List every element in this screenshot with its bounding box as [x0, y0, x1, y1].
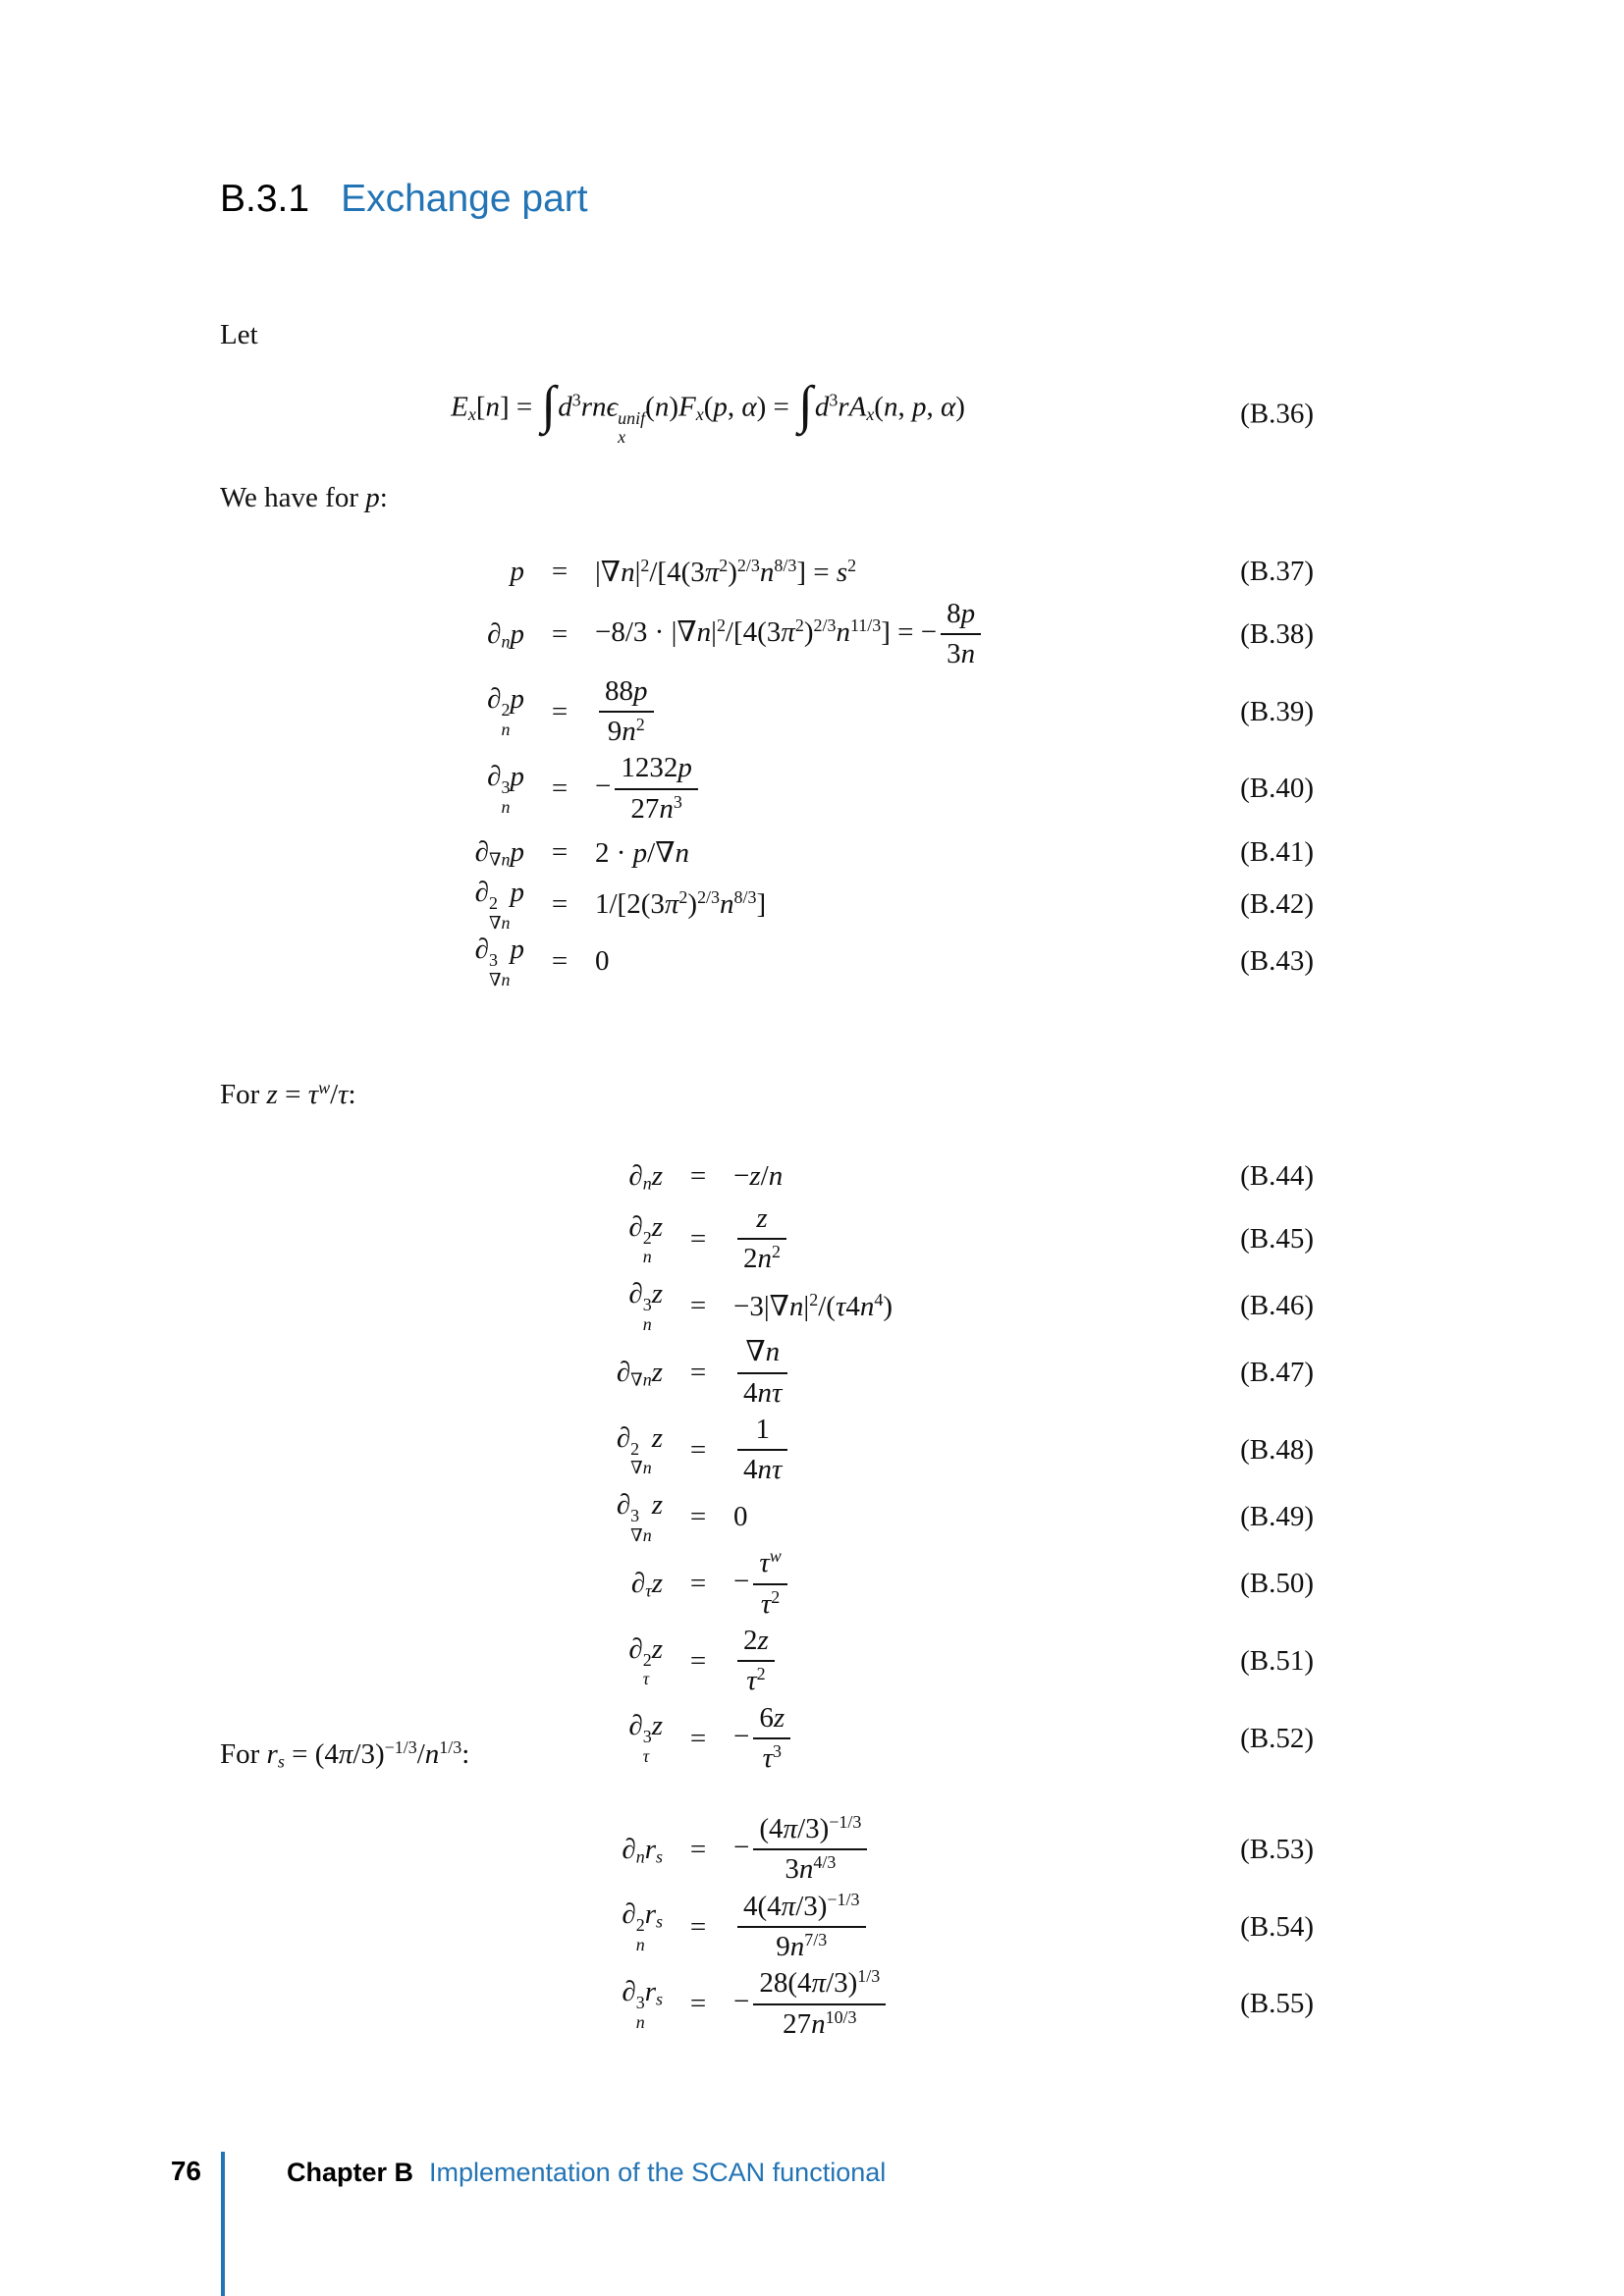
- intro-for-z: For $z = \tau^w/\tau$:: [220, 1078, 356, 1110]
- equation-body: $E_x[n] = \int d^3rn\epsilon$ unif x $(n)F_x(p$, $\alpha) = \int d^3rA_x(n$, p, α): [451, 374, 965, 448]
- equation-rhs: −z/n: [733, 1159, 784, 1192]
- equation-number: (B.46): [1240, 1290, 1314, 1321]
- equation-rhs: − $\frac{6z}{\tau^3}$: [733, 1700, 1196, 1778]
- page-number: 76: [170, 2156, 201, 2186]
- equation-lhs: ∂ 2 ∇n p: [474, 877, 524, 933]
- equation-number: (B.43): [1240, 945, 1314, 978]
- equation-rhs: − $\frac{28(4\pi/3)^{1/3}}{27n^{10/3}}$: [733, 1965, 1196, 2043]
- equation-rhs: 0: [733, 1501, 748, 1533]
- equation-rhs: $\frac{88p}{9n^2}$: [595, 673, 1196, 751]
- equation-lhs: ∂ 3 τ z: [628, 1710, 663, 1767]
- equation-rhs: $-3|\nabla n|^2/(\tau 4n^4)$: [733, 1290, 893, 1322]
- equals-sign: =: [551, 555, 568, 587]
- section-title: Exchange part: [341, 178, 588, 220]
- equation-block-z-derivatives: [220, 1151, 1314, 1777]
- equation-lhs: ∂ 2 τ z: [628, 1632, 663, 1689]
- equation-rhs: $1/[2(3\pi^2)^{2/3}n^{8/3}]$: [595, 887, 767, 921]
- equals-sign: =: [551, 945, 568, 978]
- equals-sign: =: [551, 773, 568, 805]
- equation-row: [220, 1489, 1314, 1546]
- equation-number: (B.40): [1240, 773, 1314, 805]
- equation-row: [220, 1412, 1314, 1489]
- equation-lhs: ∂ 3 ∇n z: [616, 1488, 663, 1545]
- equation-row: [220, 1201, 1314, 1278]
- equation-row: [220, 596, 1314, 673]
- equation-number: (B.47): [1240, 1357, 1314, 1389]
- equation-lhs: ∂ 3 ∇n p: [474, 933, 524, 989]
- intro-let: Let: [220, 319, 258, 350]
- equation-rhs: $\frac{4(4\pi/3)^{-1/3}}{9n^{7/3}}$: [733, 1889, 1196, 1966]
- equation-rhs: − $\frac{(4\pi/3)^{-1/3}}{3n^{4/3}}$: [733, 1811, 1196, 1889]
- equation-rhs: $|\nabla n|^2/[4(3\pi^2)^{2/3}n^{8/3}] = s^2$: [595, 555, 857, 588]
- equation-row: [220, 1965, 1314, 2043]
- equation-row: [220, 934, 1314, 990]
- equation-number: (B.42): [1240, 888, 1314, 921]
- equation-number: (B.37): [1240, 555, 1314, 587]
- equation-rhs: 0: [595, 945, 610, 978]
- equation-row: [220, 673, 1314, 751]
- equals-sign: =: [689, 1222, 707, 1255]
- equation-number: (B.45): [1240, 1222, 1314, 1255]
- equation-lhs: $\partial_nz$: [628, 1159, 663, 1193]
- equation-row: [220, 1623, 1314, 1700]
- equation-row: [220, 1811, 1314, 1889]
- equation-number: (B.44): [1240, 1159, 1314, 1192]
- equation-lhs: $\partial_\tau z$: [630, 1568, 663, 1601]
- display-equation-b36: [220, 374, 1314, 450]
- equation-rhs: $\frac{\nabla n}{4n\tau}$: [733, 1334, 1196, 1412]
- equals-sign: =: [689, 1290, 707, 1321]
- equals-sign: =: [689, 1159, 707, 1192]
- equation-lhs: ∂ 2 n $r_s$: [622, 1898, 663, 1955]
- equation-lhs: p: [510, 555, 524, 587]
- equals-sign: =: [689, 1644, 707, 1677]
- equals-sign: =: [689, 1568, 707, 1600]
- equation-number: (B.50): [1240, 1568, 1314, 1600]
- equals-sign: =: [551, 835, 568, 868]
- equation-rhs: − $\frac{\tau^w}{\tau^2}$: [733, 1545, 1196, 1623]
- equals-sign: =: [551, 695, 568, 727]
- equation-block-rs-derivatives: [220, 1811, 1314, 2043]
- equation-row: [220, 750, 1314, 828]
- equals-sign: =: [551, 617, 568, 650]
- equation-number: (B.55): [1240, 1988, 1314, 2020]
- equation-number: (B.53): [1240, 1833, 1314, 1865]
- footer-chapter-label: Chapter B: [287, 2158, 414, 2187]
- equation-rhs: $-8/3 \cdot |\nabla n|^2/[4(3\pi^2)^{2/3}n^{11/3}]$ = − $\frac{8p}{3n}$: [595, 596, 1196, 673]
- equation-number: (B.51): [1240, 1644, 1314, 1677]
- equation-row: [220, 1334, 1314, 1412]
- equals-sign: =: [689, 1722, 707, 1754]
- equation-row: [220, 1545, 1314, 1623]
- equation-lhs: $\partial_np$: [487, 617, 524, 652]
- equation-lhs: ∂ 2 ∇n z: [616, 1421, 663, 1478]
- section-heading: [220, 180, 588, 220]
- equals-sign: =: [689, 1433, 707, 1466]
- equation-row: [220, 1889, 1314, 1966]
- footer-chapter-title: Implementation of the SCAN functional: [429, 2158, 887, 2187]
- intro-for-rs: For $r_s = (4\pi/3)^{-1/3}/n^{1/3}$:: [220, 1737, 470, 1772]
- equation-row: [220, 1151, 1314, 1201]
- section-number: B.3.1: [220, 178, 310, 220]
- footer-rule: [221, 2152, 225, 2296]
- equation-block-p-derivatives: [220, 547, 1314, 989]
- equals-sign: =: [551, 888, 568, 921]
- equation-rhs: − $\frac{1232p}{27n^3}$: [595, 750, 1196, 828]
- equals-sign: =: [689, 1833, 707, 1865]
- equation-number: (B.39): [1240, 695, 1314, 727]
- equation-rhs: $\frac{2z}{\tau^2}$: [733, 1623, 1196, 1700]
- equals-sign: =: [689, 1357, 707, 1389]
- equation-number: (B.36): [1240, 398, 1314, 430]
- equation-number: (B.38): [1240, 617, 1314, 650]
- equals-sign: =: [689, 1910, 707, 1943]
- equation-number: (B.49): [1240, 1501, 1314, 1533]
- equation-number: (B.41): [1240, 835, 1314, 868]
- intro-we-have-for-p: We have for p:: [220, 482, 388, 513]
- equation-rhs: 2 · p/∇n: [595, 836, 689, 869]
- equation-row: [220, 1278, 1314, 1335]
- equation-row: [220, 547, 1314, 596]
- equation-row: [220, 828, 1314, 877]
- equation-lhs: ∂ 3 n $r_s$: [622, 1975, 663, 2032]
- equation-lhs: ∂ 3 n z: [628, 1277, 663, 1334]
- equation-lhs: ∂ 2 n p: [487, 683, 524, 740]
- equation-lhs: $\partial_{\nabla n}z$: [616, 1357, 663, 1390]
- equation-rhs: $\frac{1}{4n\tau}$: [733, 1412, 1196, 1489]
- equation-lhs: ∂ 2 n z: [628, 1210, 663, 1267]
- equation-number: (B.48): [1240, 1433, 1314, 1466]
- equation-number: (B.54): [1240, 1910, 1314, 1943]
- equation-lhs: ∂ 3 n p: [487, 760, 524, 817]
- equation-row: [220, 877, 1314, 934]
- equation-number: (B.52): [1240, 1722, 1314, 1754]
- equation-lhs: $\partial_{\nabla n}p$: [474, 835, 524, 870]
- equation-rhs: $\frac{z}{2n^2}$: [733, 1201, 1196, 1278]
- equation-lhs: $\partial_nr_s$: [622, 1833, 663, 1867]
- equals-sign: =: [689, 1988, 707, 2020]
- equals-sign: =: [689, 1501, 707, 1533]
